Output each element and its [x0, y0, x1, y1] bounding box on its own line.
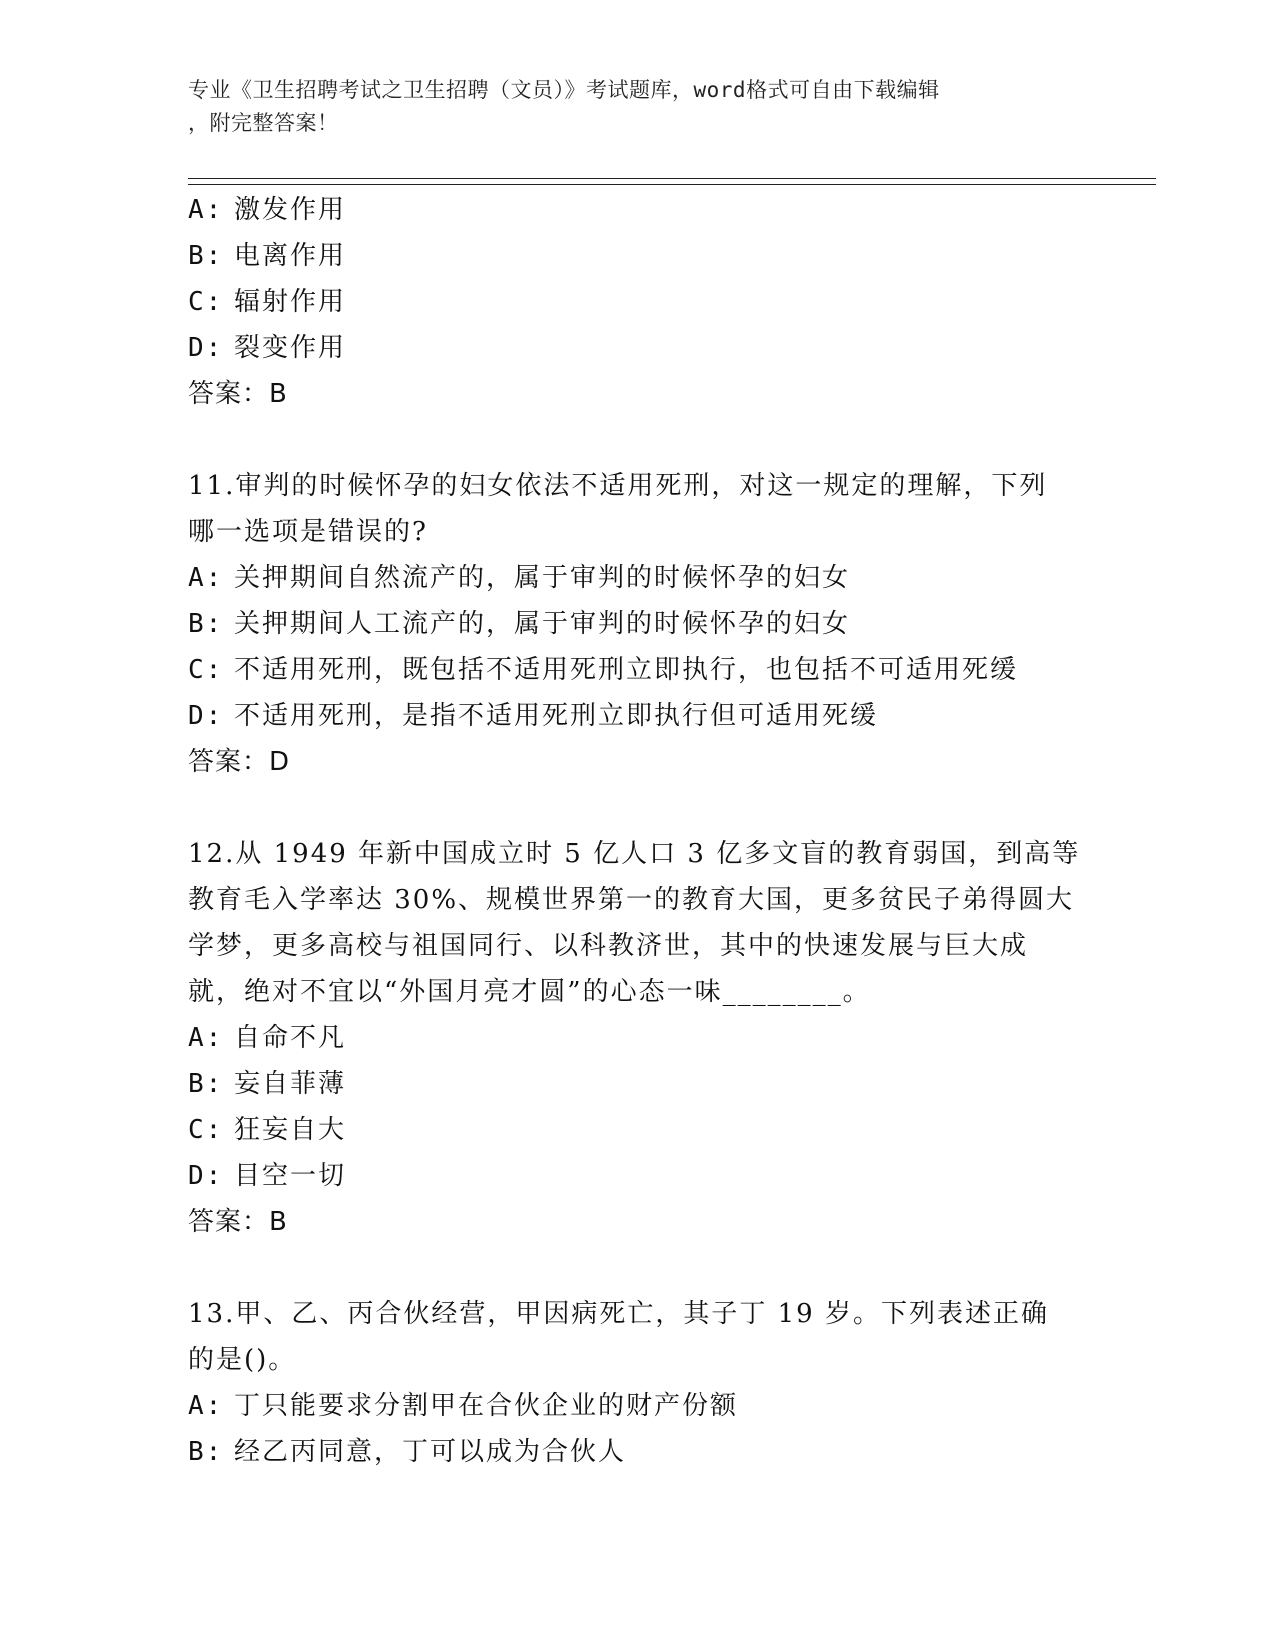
document-content — [188, 187, 1108, 1475]
option-b — [188, 601, 1108, 647]
option-a — [188, 187, 1108, 233]
option-text: 狂妄自大 — [234, 1115, 347, 1145]
option-letter: C: — [188, 655, 224, 685]
question-text-line: 13.甲、乙、丙合伙经营，甲因病死亡，其子丁 19 岁。下列表述正确 — [188, 1299, 1049, 1329]
option-d — [188, 1153, 1108, 1199]
option-letter: B: — [188, 609, 224, 639]
option-c — [188, 1107, 1108, 1153]
header-rule-bottom — [188, 184, 1156, 185]
option-letter: C: — [188, 287, 224, 317]
option-a — [188, 555, 1108, 601]
answer-line: 答案：B — [188, 1207, 288, 1237]
option-c — [188, 279, 1108, 325]
option-a — [188, 1015, 1108, 1061]
option-letter: D: — [188, 1161, 224, 1191]
question-text-line: 学梦，更多高校与祖国同行、以科教济世，其中的快速发展与巨大成 — [188, 931, 1029, 961]
question-11 — [188, 463, 1108, 785]
option-text: 不适用死刑，既包括不适用死刑立即执行，也包括不可适用死缓 — [234, 655, 1019, 685]
question-10 — [188, 187, 1108, 417]
question-12 — [188, 831, 1108, 1245]
answer-line: 答案：B — [188, 379, 288, 409]
question-text-line: 11.审判的时候怀孕的妇女依法不适用死刑，对这一规定的理解，下列 — [188, 471, 1048, 501]
header-line-1: 专业《卫生招聘考试之卫生招聘（文员）》考试题库，word格式可自由下载编辑 — [188, 78, 940, 102]
option-text: 经乙丙同意，丁可以成为合伙人 — [234, 1437, 627, 1467]
header-line-2: ，附完整答案！ — [188, 111, 339, 135]
option-text: 关押期间人工流产的，属于审判的时候怀孕的妇女 — [234, 609, 851, 639]
question-13 — [188, 1291, 1108, 1475]
option-letter: D: — [188, 333, 224, 363]
option-letter: A: — [188, 195, 224, 225]
option-letter: D: — [188, 701, 224, 731]
option-b — [188, 1429, 1108, 1475]
option-letter: B: — [188, 1069, 224, 1099]
option-text: 关押期间自然流产的，属于审判的时候怀孕的妇女 — [234, 563, 851, 593]
question-text-line: 的是()。 — [188, 1345, 297, 1375]
option-text: 激发作用 — [234, 195, 347, 225]
option-d — [188, 693, 1108, 739]
document-header — [188, 74, 1088, 140]
option-letter: C: — [188, 1115, 224, 1145]
question-text-line: 就，绝对不宜以“外国月亮才圆”的心态一味________。 — [188, 977, 871, 1007]
option-text: 自命不凡 — [234, 1023, 347, 1053]
option-text: 丁只能要求分割甲在合伙企业的财产份额 — [234, 1391, 739, 1421]
question-text-line: 12.从 1949 年新中国成立时 5 亿人口 3 亿多文盲的教育弱国，到高等 — [188, 839, 1081, 869]
option-text: 裂变作用 — [234, 333, 347, 363]
option-b — [188, 1061, 1108, 1107]
option-letter: A: — [188, 1391, 224, 1421]
option-text: 妄自菲薄 — [234, 1069, 347, 1099]
answer-line: 答案：D — [188, 747, 291, 777]
question-text-line: 教育毛入学率达 30%、规模世界第一的教育大国，更多贫民子弟得圆大 — [188, 885, 1075, 915]
option-c — [188, 647, 1108, 693]
option-d — [188, 325, 1108, 371]
option-b — [188, 233, 1108, 279]
option-text: 电离作用 — [234, 241, 347, 271]
option-a — [188, 1383, 1108, 1429]
option-letter: B: — [188, 1437, 224, 1467]
option-text: 不适用死刑，是指不适用死刑立即执行但可适用死缓 — [234, 701, 879, 731]
question-text-line: 哪一选项是错误的? — [188, 517, 428, 547]
option-letter: A: — [188, 563, 224, 593]
option-letter: A: — [188, 1023, 224, 1053]
header-rule-top — [188, 178, 1156, 179]
option-text: 目空一切 — [234, 1161, 347, 1191]
option-text: 辐射作用 — [234, 287, 347, 317]
option-letter: B: — [188, 241, 224, 271]
